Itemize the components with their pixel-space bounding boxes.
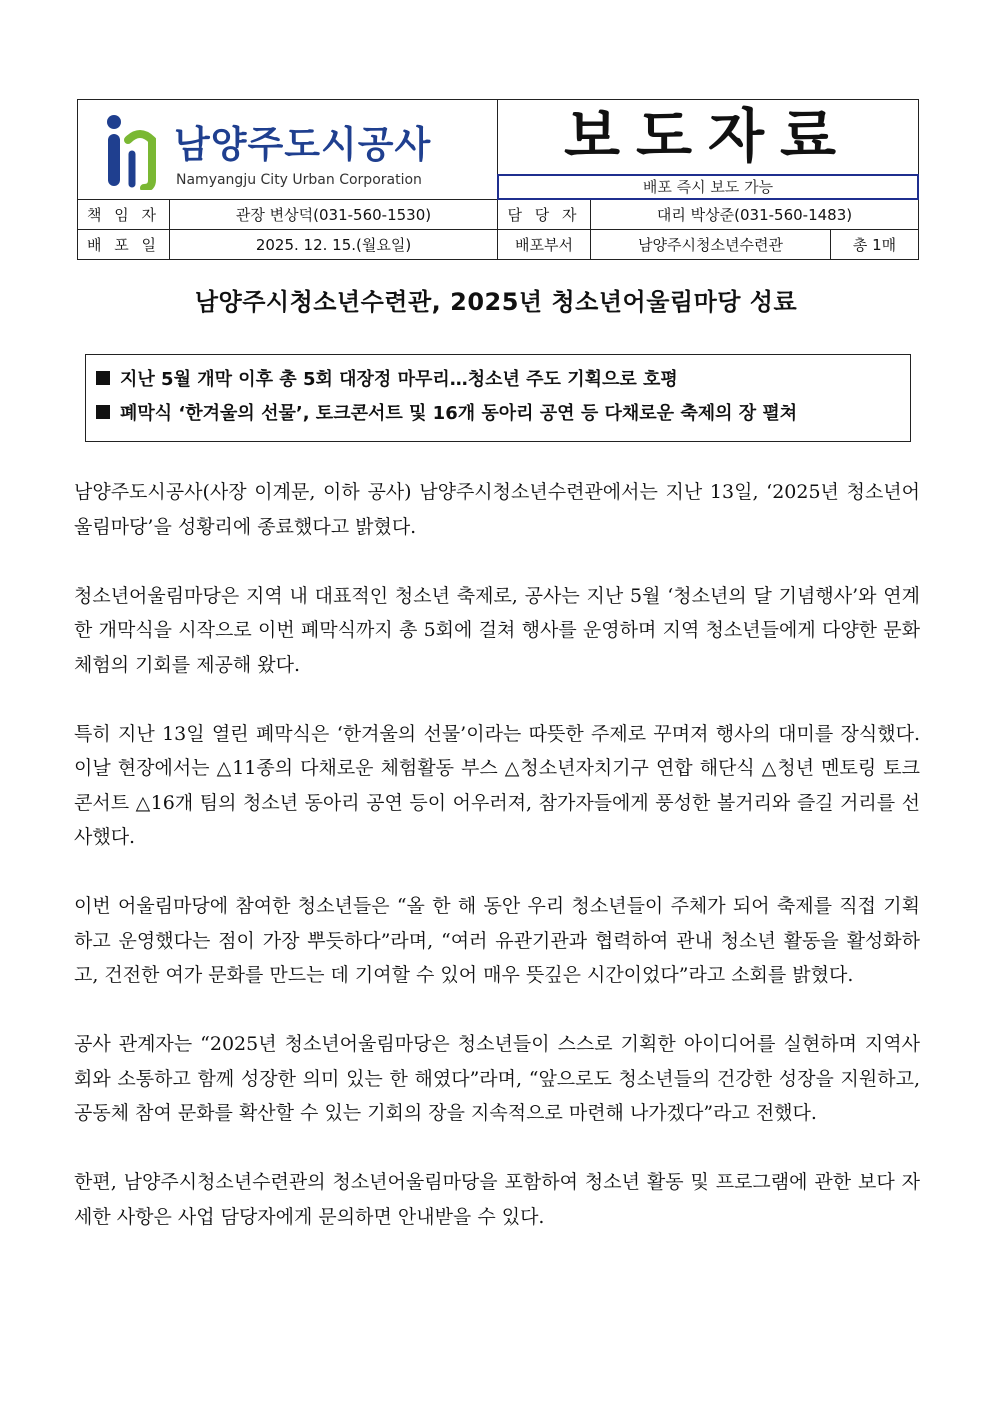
paragraph: 청소년어울림마당은 지역 내 대표적인 청소년 축제로, 공사는 지난 5월 ‘청소년의 달 기념행사’와 연계한 개막식을 시작으로 이번 폐막식까지 총 5회에 걸쳐 행사를 운영하며 지역 청소년들에게 다양한 문화 체험의 기회를 제공해 왔다. [74,584,920,676]
square-bullet-icon [96,371,110,385]
press-title: 보도자료 [563,102,853,170]
logo [100,110,460,190]
summary-item [96,397,900,431]
body-text [74,475,920,1269]
contact-value: 대리 박상준(031-560-1483) [591,200,919,230]
summary-item [96,363,900,397]
paragraph: 공사 관계자는 “2025년 청소년어울림마당은 청소년들이 스스로 기획한 아이디어를 실현하며 지역사회와 소통하고 함께 성장한 의미 있는 한 해였다”라며, “앞으로도 청소년들의 건강한 성장을 지원하고, 공동체 참여 문화를 확산할 수 있는 기회의 장을 지속적으로 마련해 나가겠다”라고 전했다. [74,1033,920,1124]
logo-cell [78,100,498,200]
date-label: 배 포 일 [78,230,170,260]
dept-label: 배포부서 [498,230,591,260]
logo-name-ko: 남양주도시공사 [174,123,432,166]
paragraph: 이번 어울림마당에 참여한 청소년들은 “올 한 해 동안 우리 청소년들이 주체가 되어 축제를 직접 기획하고 운영했다는 점이 가장 뿌듯하다”라며, “여러 유관기관과 협력하여 관내 청소년 활동을 활성화하고, 건전한 여가 문화를 만드는 데 기여할 수 있어 매우 뜻깊은 시간이었다”라고 소회를 밝혔다. [74,895,920,986]
headline: 남양주시청소년수련관, 2025년 청소년어울림마당 성료 [194,288,798,316]
header-table [77,99,919,260]
date-value: 2025. 12. 15.(월요일) [170,230,498,260]
release-note: 배포 즉시 보도 가능 [497,174,919,200]
summary-text: 지난 5월 개막 이후 총 5회 대장정 마무리…청소년 주도 기획으로 호평 [120,369,678,390]
paragraph: 한편, 남양주시청소년수련관의 청소년어울림마당을 포함하여 청소년 활동 및 프로그램에 관한 보다 자세한 사항은 사업 담당자에게 문의하면 안내받을 수 있다. [74,1171,920,1228]
responsible-label: 책 임 자 [78,200,170,230]
paragraph: 남양주도시공사(사장 이계문, 이하 공사) 남양주시청소년수련관에서는 지난 13일, ‘2025년 청소년어울림마당’을 성황리에 종료했다고 밝혔다. [74,481,920,538]
contact-label: 담 당 자 [498,200,591,230]
paragraph: 특히 지난 13일 열린 폐막식은 ‘한겨울의 선물’이라는 따뜻한 주제로 꾸며져 행사의 대미를 장식했다. 이날 현장에서는 △11종의 다채로운 체험활동 부스 △청소년자치기구 연합 해단식 △청년 멘토링 토크콘서트 △16개 팀의 청소년 동아리 공연 등이 어우러져, 참가자들에게 풍성한 볼거리와 즐길 거리를 선사했다. [74,722,920,848]
page-count: 총 1매 [831,230,919,260]
responsible-value: 관장 변상덕(031-560-1530) [170,200,498,230]
summary-box [85,354,911,442]
dept-value: 남양주시청소년수련관 [591,230,831,260]
square-bullet-icon [96,405,110,419]
summary-text: 폐막식 ‘한겨울의 선물’, 토크콘서트 및 16개 동아리 공연 등 다채로운 축제의 장 펼쳐 [120,403,798,424]
press-cell [498,100,919,200]
logo-name-en: Namyangju City Urban Corporation [176,172,422,188]
logo-mark-icon [100,110,170,190]
